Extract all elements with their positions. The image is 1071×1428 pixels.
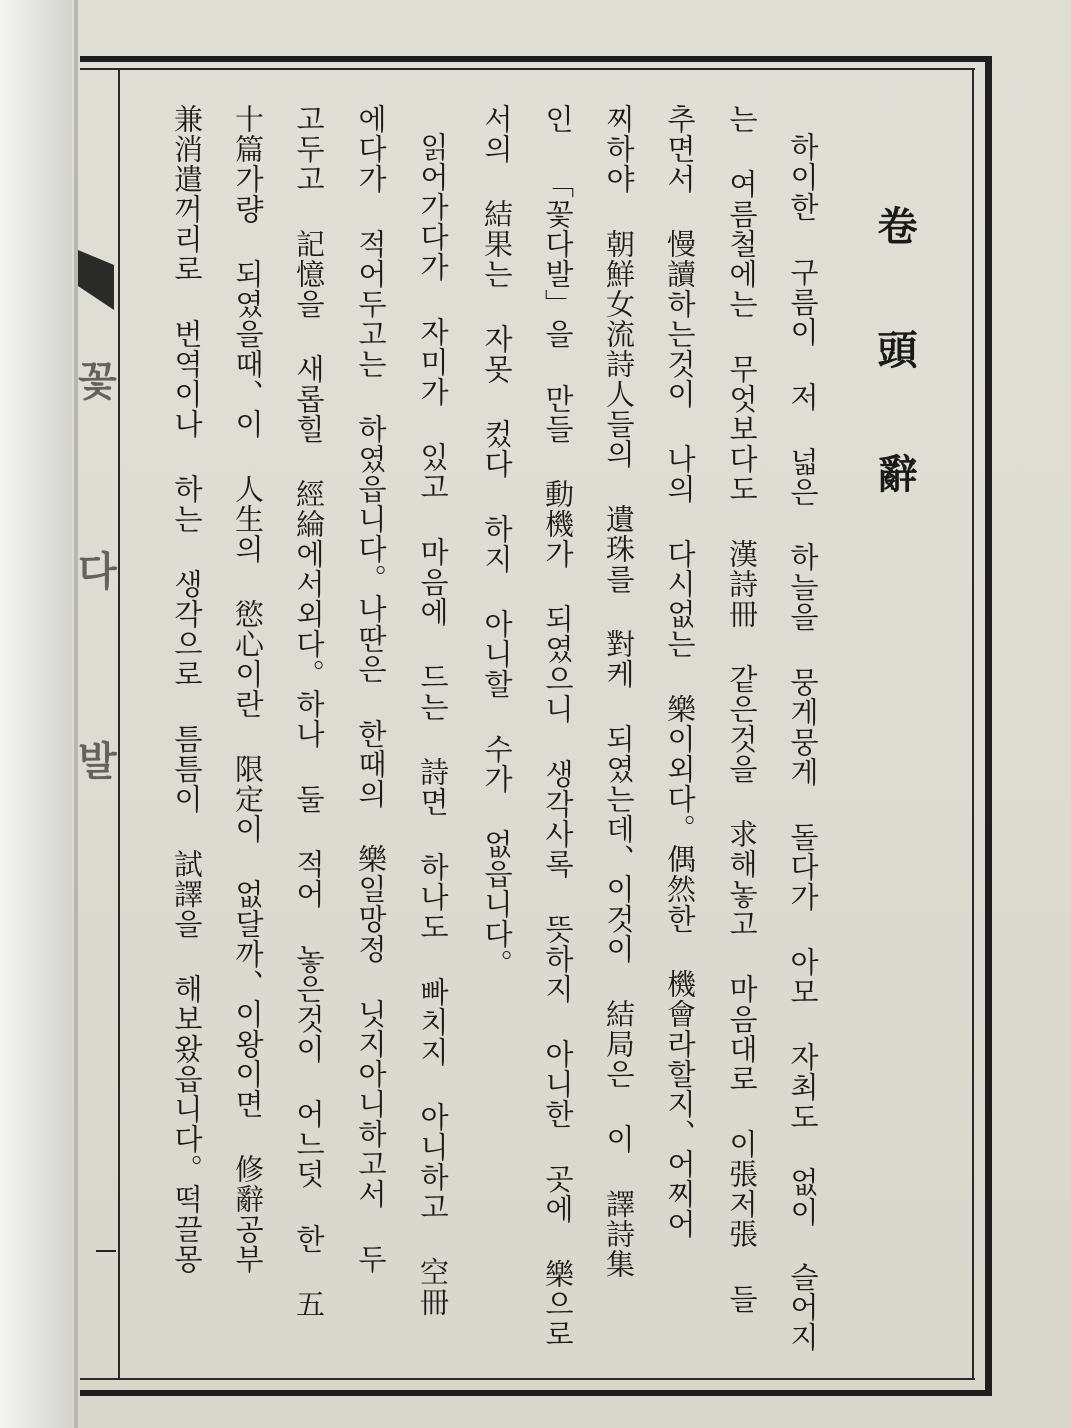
- text-column: 兼消遣꺼리로 번역이나 하는 생각으로 틈틈이 試譯을 해보왔읍니다。떡끌몽: [170, 104, 204, 1274]
- text-column: 고두고 記憶을 새롭힐 經綸에서외다。하나 둘 적어 놓은것이 어느덧 한 五: [292, 104, 326, 1319]
- frame-inner-left: [118, 68, 120, 1380]
- bleed-through-glyph: 꽃다발: [71, 360, 118, 930]
- frame-inner-bottom: [80, 1378, 975, 1380]
- text-column: 十篇가량 되였을때、이 人生의 慾心이란 限定이 없달까、이왕이면 修辭공부: [231, 104, 265, 1274]
- text-column: 추면서 慢讀하는것이 나의 다시없는 樂이외다。偶然한 機會라할지、어찌어: [663, 104, 697, 1239]
- text-column: 읽어가다가 자미가 있고 마음에 드는 詩면 하나도 빠치지 아니하고 空冊: [416, 132, 450, 1317]
- page-frame: [80, 56, 992, 1396]
- text-column: 는 여름철에는 무엇보다도 漢詩冊 같은것을 求해놓고 마음대로 이張저張 들: [725, 104, 759, 1314]
- page-number: [96, 1250, 116, 1252]
- frame-inner-top: [80, 68, 975, 70]
- text-column: 인 「꽃다발」을 만들 動機가 되였으니 생각사록 뜻하지 아니한 곳에 樂으로: [541, 104, 575, 1349]
- text-column: 에다가 적어두고는 하였읍니다。나딴은 한때의 樂일망정 닛지아니하고서 두: [354, 104, 388, 1274]
- text-column: 서의 結果는 자못 컸다 하지 아니할 수가 없읍니다。: [480, 104, 514, 979]
- frame-inner-right: [972, 68, 974, 1380]
- text-column: 찌하야 朝鮮女流詩人들의 遺珠를 對케 되였는데、이것이 結局은 이 譯詩集: [602, 104, 636, 1279]
- page-title: 卷頭辭: [871, 205, 918, 577]
- text-column: 하이한 구름이 저 넓은 하늘을 뭉게뭉게 돌다가 아모 자최도 없이 슬어지: [786, 132, 820, 1352]
